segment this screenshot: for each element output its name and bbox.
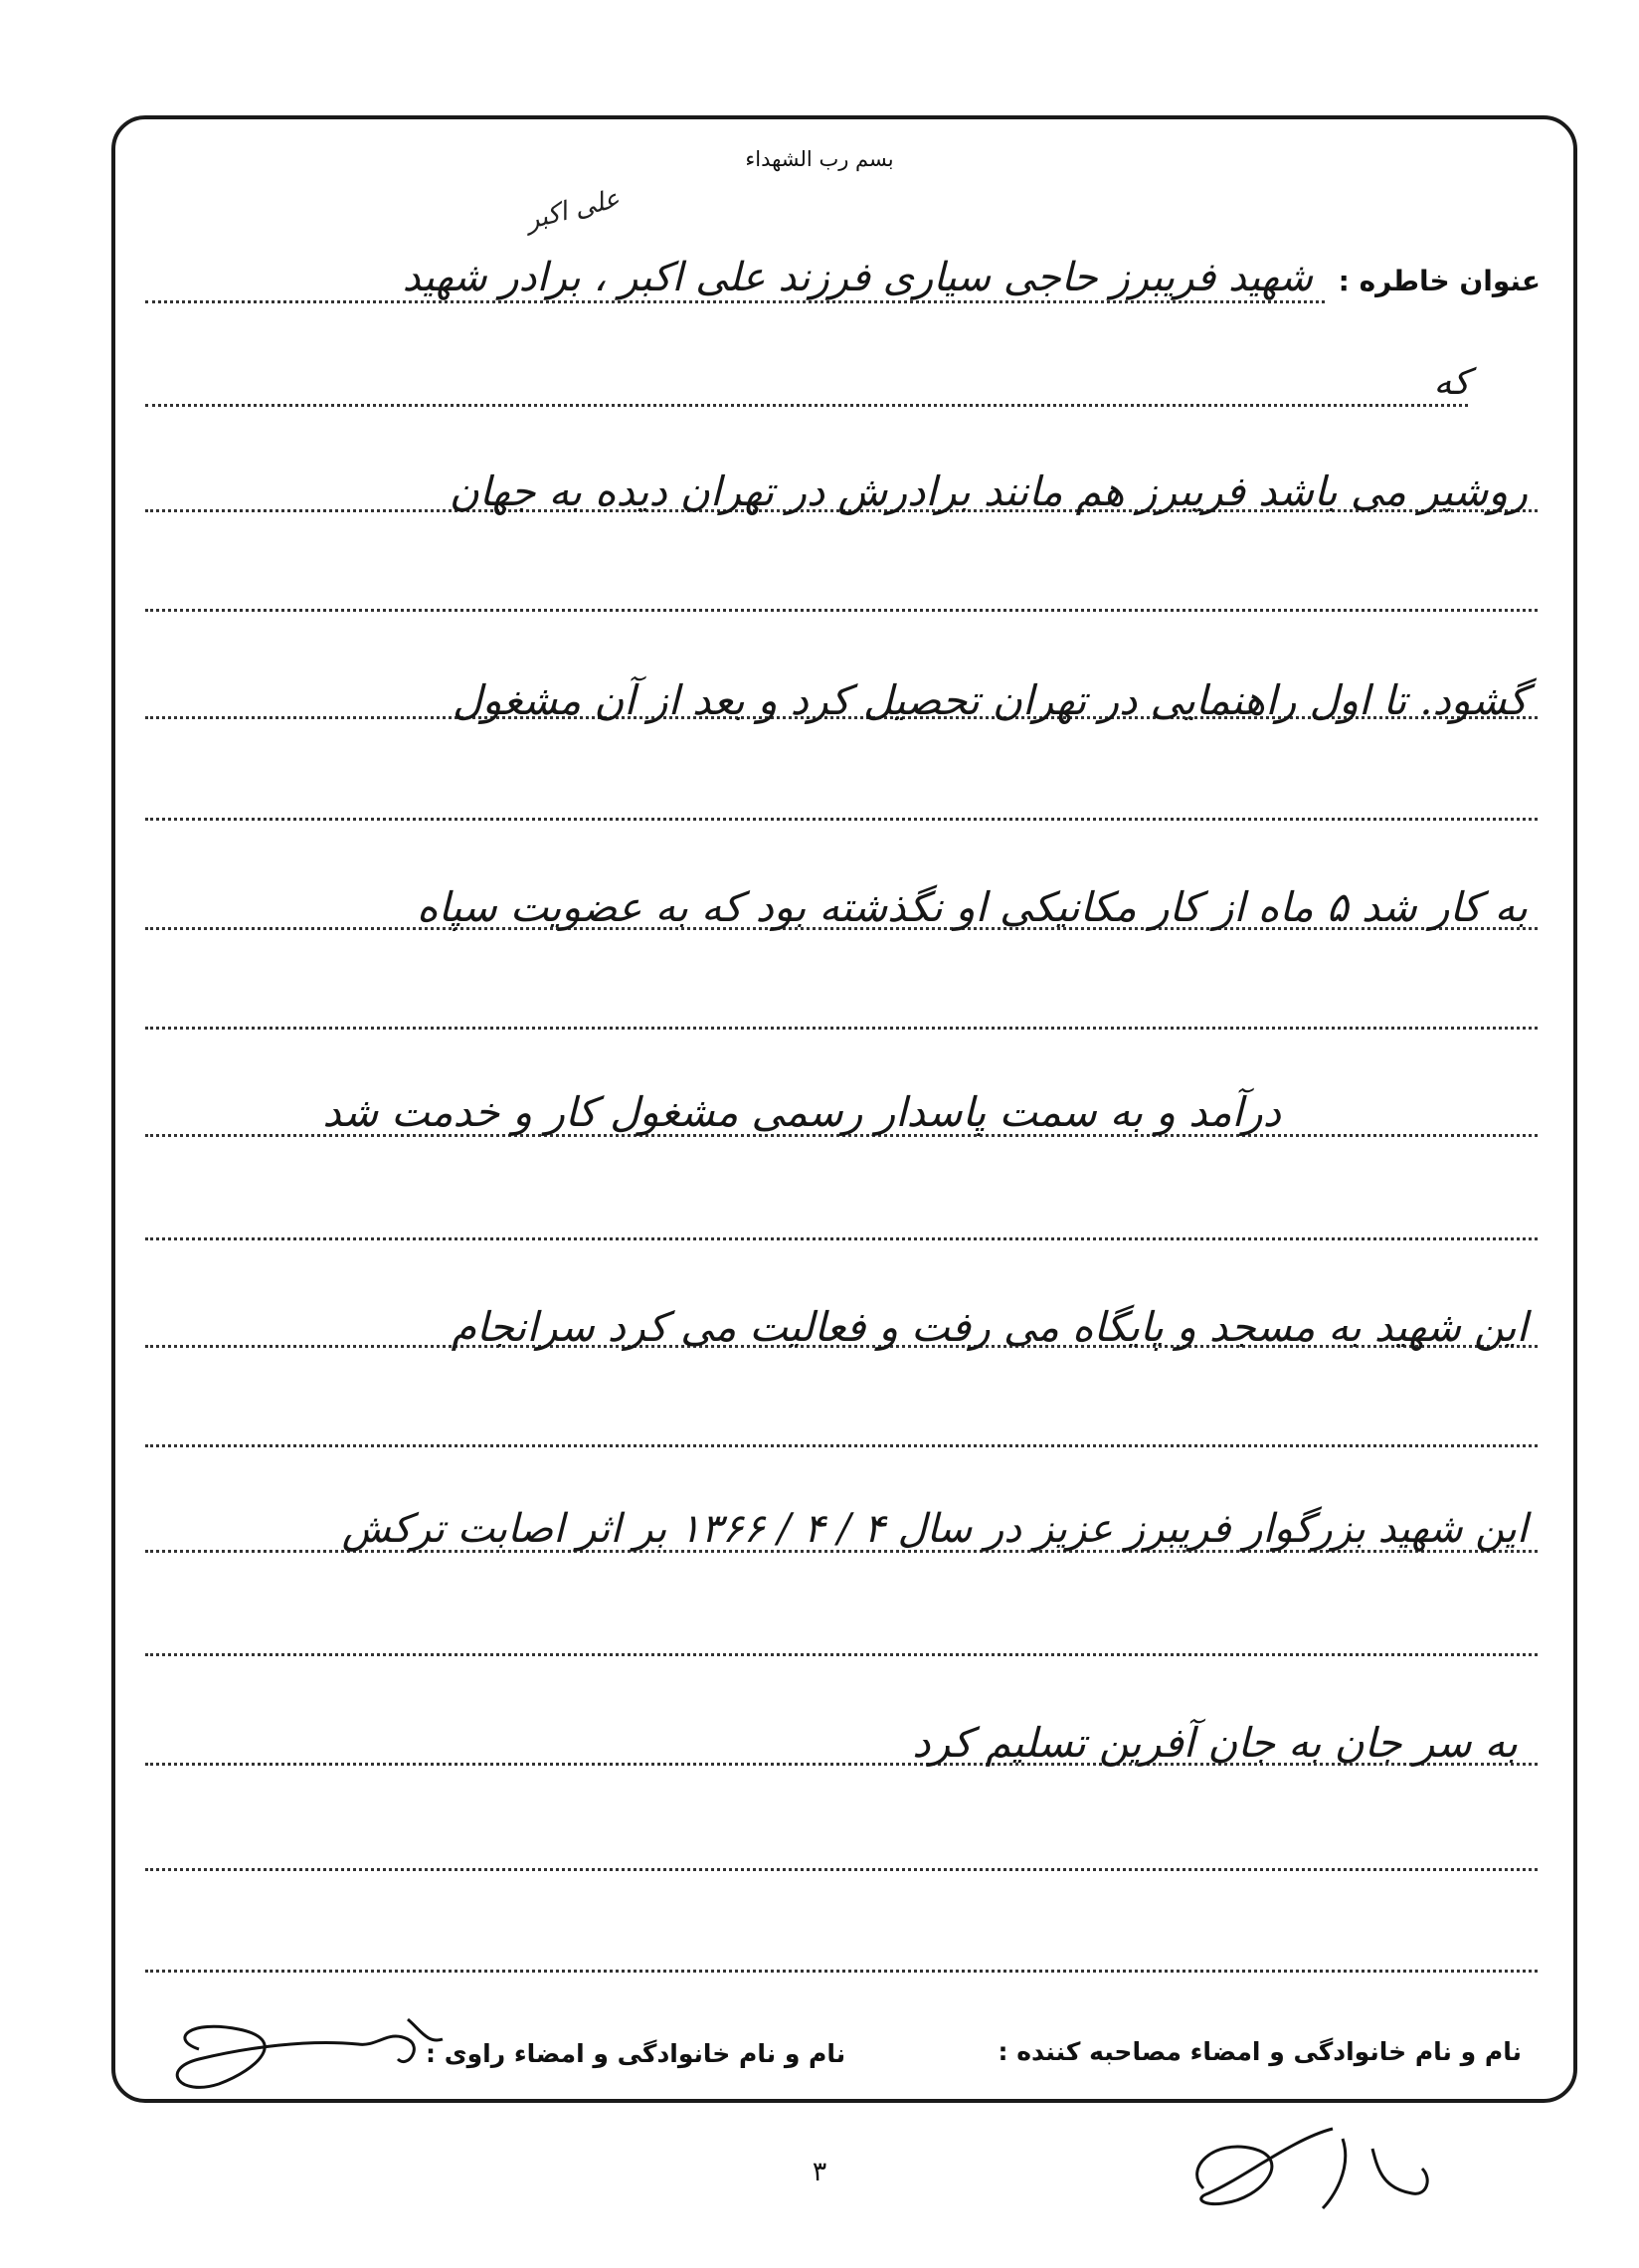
- inserted-name-annotation: علی اکبر: [522, 183, 624, 237]
- narrator-signature-label: نام و نام خانوادگی و امضاء راوی :: [426, 2039, 846, 2068]
- handwritten-line: شهید فریبرز حاجی سیاری فرزند علی اکبر ، برادر شهید: [402, 255, 1313, 300]
- interviewer-signature-label: نام و نام خانوادگی و امضاء مصاحبه کننده :: [998, 2037, 1522, 2066]
- handwritten-line: درآمد و به سمت پاسدار رسمی مشغول کار و خدمت شد: [322, 1088, 1281, 1136]
- dotted-line: [145, 609, 1538, 612]
- dotted-line: [145, 818, 1538, 821]
- dotted-line: [145, 404, 1468, 407]
- page-number: ۳: [812, 2157, 827, 2187]
- dotted-line: [145, 300, 1325, 303]
- dotted-line: [145, 1868, 1538, 1871]
- memoir-title-label: عنوان خاطره :: [1338, 265, 1541, 297]
- handwritten-line: این شهید بزرگوار فریبرز عزیز در سال ۴ / ۴ / ۱۳۶۶ بر اثر اصابت ترکش: [341, 1506, 1528, 1552]
- dotted-line: [145, 1027, 1538, 1030]
- handwritten-line: که: [1433, 362, 1470, 403]
- dotted-line: [145, 1653, 1538, 1656]
- handwritten-line: روشیر می باشد فریبرز هم مانند برادرش در تهران دیده به جهان: [449, 468, 1528, 515]
- dotted-line: [145, 1970, 1538, 1973]
- dotted-line: [145, 1237, 1538, 1240]
- dotted-line: [145, 1444, 1538, 1447]
- narrator-signature: [159, 1999, 457, 2099]
- handwritten-line: به کار شد ۵ ماه از کار مکانیکی او نگذشته بود که به عضویت سپاه: [417, 883, 1528, 931]
- handwritten-line: این شهید به مسجد و پایگاه می رفت و فعالیت می کرد سرانجام: [451, 1303, 1528, 1351]
- basmala-header: بسم رب الشهداء: [745, 147, 894, 171]
- handwritten-line: گشود. تا اول راهنمایی در تهران تحصیل کرد و بعد از آن مشغول: [452, 676, 1528, 724]
- handwritten-line: به سر جان به جان آفرین تسلیم کرد: [912, 1719, 1518, 1767]
